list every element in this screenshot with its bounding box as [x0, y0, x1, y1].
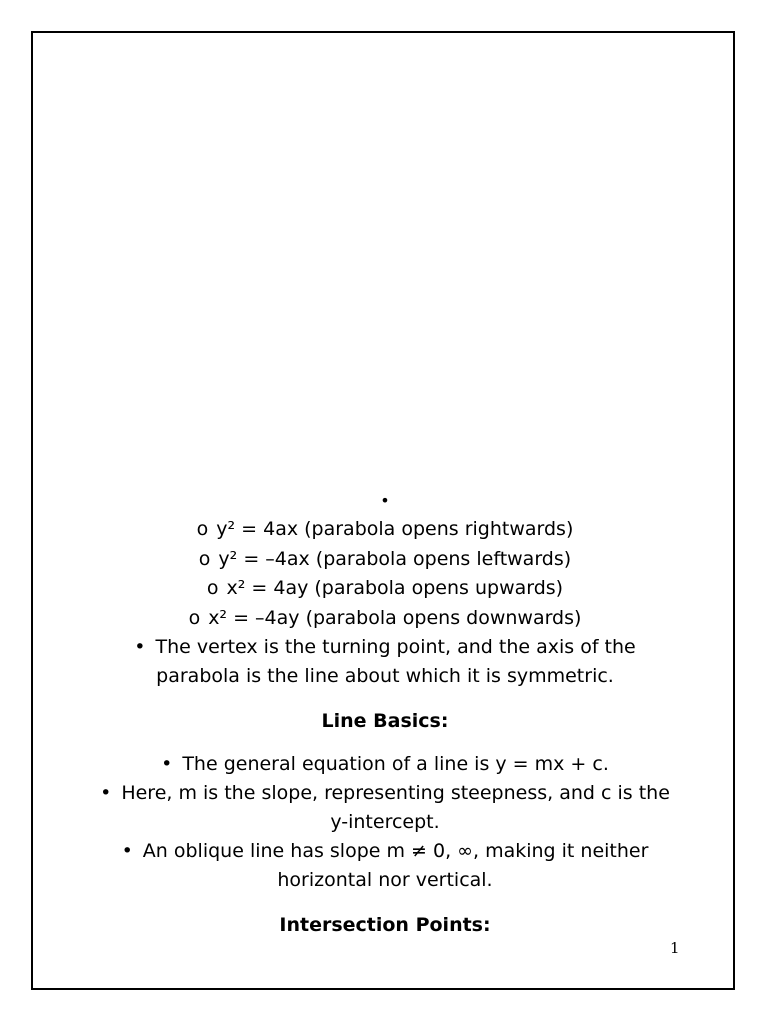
line-basics-text: An oblique line has slope m ≠ 0, ∞, making it neither horizontal nor vertical. [142, 840, 649, 891]
line-basics-text: The general equation of a line is y = mx + c. [182, 753, 609, 775]
bullet-marker: • [134, 636, 146, 658]
parabola-form-text: y² = –4ax (parabola opens leftwards) [218, 547, 572, 570]
bullet-marker: • [100, 782, 112, 804]
bullet-marker: • [161, 753, 173, 775]
parabola-form-item [33, 604, 737, 634]
parabola-form-item [33, 515, 737, 545]
intersection-points-heading: Intersection Points: [279, 914, 491, 936]
page-content [33, 491, 737, 954]
line-basics-text: Here, m is the slope, representing steepness, and c is the y-intercept. [121, 782, 670, 833]
parabola-form-text: x² = –4ay (parabola opens downwards) [208, 606, 582, 629]
line-basics-heading: Line Basics: [321, 710, 449, 732]
line-basics-item [95, 750, 675, 779]
line-basics-item [95, 779, 675, 837]
page-number: 1 [670, 939, 680, 957]
sub-bullet-marker: o [206, 577, 219, 599]
parabola-form-text: y² = 4ax (parabola opens rightwards) [216, 518, 574, 540]
sub-bullet-marker: o [196, 518, 209, 540]
sub-bullet-marker: o [198, 547, 211, 570]
line-basics-item [95, 837, 675, 895]
parabola-form-item [33, 574, 737, 604]
empty-bullet: • [380, 491, 390, 510]
document-page [31, 31, 735, 990]
sub-bullet-marker: o [188, 606, 201, 629]
vertex-note-text: The vertex is the turning point, and the axis of the parabola is the line about which it is symmetric. [155, 636, 636, 687]
bullet-marker: • [121, 840, 133, 862]
vertex-note-item [105, 633, 665, 691]
parabola-form-text: x² = 4ay (parabola opens upwards) [226, 577, 564, 599]
parabola-form-item [33, 545, 737, 575]
